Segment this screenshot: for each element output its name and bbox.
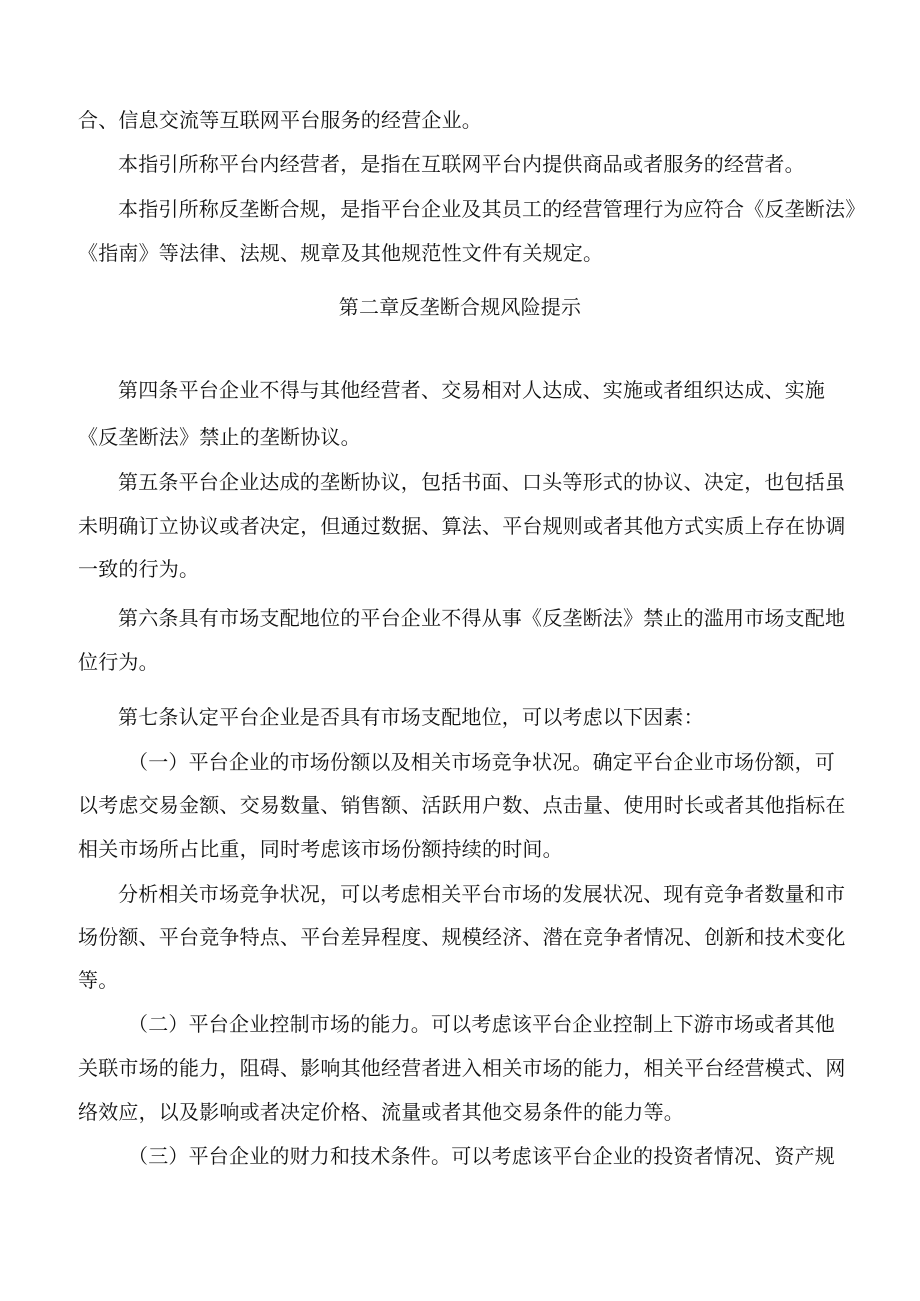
text-line: 第六条具有市场支配地位的平台企业不得从事《反垄断法》禁止的滥用市场支配地: [118, 606, 846, 630]
text-line: 第四条平台企业不得与其他经营者、交易相对人达成、实施或者组织达成、实施: [118, 378, 825, 402]
text-line: 位行为。: [78, 650, 159, 674]
text-line: （一）平台企业的市场份额以及相关市场竞争状况。确定平台企业市场份额，可: [128, 750, 835, 774]
text-line: 场份额、平台竞争特点、平台差异程度、规模经济、潜在竞争者情况、创新和技术变化: [78, 925, 846, 949]
text-line: 本指引所称平台内经营者，是指在互联网平台内提供商品或者服务的经营者。: [118, 152, 805, 176]
text-line: 《反垄断法》禁止的垄断协议。: [78, 425, 361, 449]
text-line: 关联市场的能力，阻碍、影响其他经营者进入相关市场的能力，相关平台经营模式、网: [78, 1056, 846, 1080]
text-line: 等。: [78, 968, 119, 992]
text-line: 络效应，以及影响或者决定价格、流量或者其他交易条件的能力等。: [78, 1100, 684, 1124]
text-line: （二）平台企业控制市场的能力。可以考虑该平台企业控制上下游市场或者其他: [128, 1012, 835, 1036]
text-line: 相关市场所占比重，同时考虑该市场份额持续的时间。: [78, 837, 563, 861]
text-line: 以考虑交易金额、交易数量、销售额、活跃用户数、点击量、使用时长或者其他指标在: [78, 793, 846, 817]
text-line: 一致的行为。: [78, 557, 200, 581]
text-line: 未明确订立协议或者决定，但通过数据、算法、平台规则或者其他方式实质上存在协调: [78, 514, 846, 538]
text-line: 分析相关市场竞争状况，可以考虑相关平台市场的发展状况、现有竞争者数量和市: [118, 882, 846, 906]
text-line: （三）平台企业的财力和技术条件。可以考虑该平台企业的投资者情况、资产规: [128, 1144, 835, 1168]
text-line: 第七条认定平台企业是否具有市场支配地位，可以考虑以下因素：: [118, 705, 704, 729]
text-line: 第五条平台企业达成的垄断协议，包括书面、口头等形式的协议、决定，也包括虽: [118, 470, 846, 494]
chapter-title: 第二章反垄断合规风险提示: [338, 295, 582, 319]
text-line: 合、信息交流等互联网平台服务的经营企业。: [78, 108, 482, 132]
text-line: 《指南》等法律、法规、规章及其他规范性文件有关规定。: [78, 241, 604, 265]
text-line: 本指引所称反垄断合规，是指平台企业及其员工的经营管理行为应符合《反垄断法》: [118, 197, 866, 221]
